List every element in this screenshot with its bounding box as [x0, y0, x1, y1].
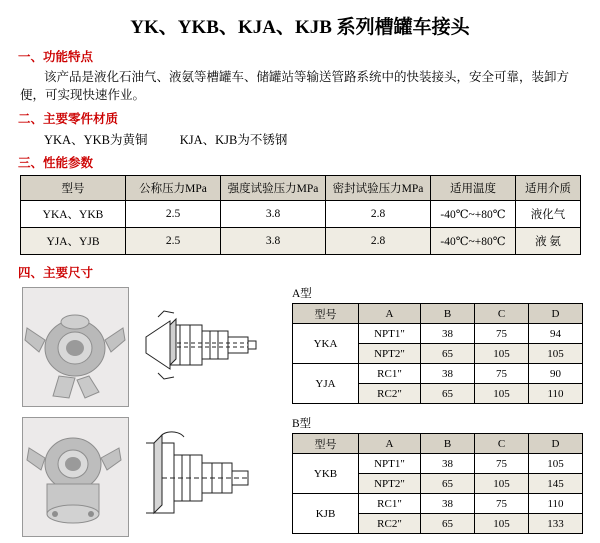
cell-a: NPT2" — [359, 344, 421, 364]
col-header-a: A — [359, 434, 421, 454]
cell-c: 75 — [475, 324, 529, 344]
table-row — [293, 494, 583, 514]
cell-b: 38 — [421, 364, 475, 384]
cell-c: 105 — [475, 474, 529, 494]
cell-nominal-pressure: 2.5 — [126, 228, 221, 255]
table-row — [21, 228, 581, 255]
cell-d: 133 — [529, 514, 583, 534]
cell-c: 75 — [475, 454, 529, 474]
col-header-model: 型号 — [21, 176, 126, 201]
cell-b: 38 — [421, 494, 475, 514]
cell-strength-test: 3.8 — [221, 201, 326, 228]
document-page — [0, 12, 600, 528]
table-row — [293, 454, 583, 474]
section-heading-features: 一、功能特点 — [18, 50, 94, 64]
cell-c: 105 — [475, 344, 529, 364]
cell-d: 145 — [529, 474, 583, 494]
col-header-d: D — [529, 434, 583, 454]
cell-a: RC1" — [359, 494, 421, 514]
table-header-row — [21, 176, 581, 201]
cell-b: 38 — [421, 324, 475, 344]
col-header-b: B — [421, 434, 475, 454]
section-heading-performance: 三、性能参数 — [18, 156, 94, 171]
col-header-d: D — [529, 304, 583, 324]
cell-a: NPT1" — [359, 454, 421, 474]
cell-seal-test: 2.8 — [326, 201, 431, 228]
cell-strength-test: 3.8 — [221, 228, 326, 255]
table-row — [293, 324, 583, 344]
cell-temperature: -40℃~+80℃ — [431, 201, 516, 228]
cell-model: YJA — [293, 364, 359, 404]
cell-a: RC2" — [359, 384, 421, 404]
cell-d: 90 — [529, 364, 583, 384]
table-header-row — [293, 304, 583, 324]
cell-b: 38 — [421, 454, 475, 474]
cell-seal-test: 2.8 — [326, 228, 431, 255]
cell-medium: 液 氨 — [516, 228, 581, 255]
product-drawing-a — [140, 291, 260, 409]
dimension-table-a-wrapper — [292, 285, 582, 404]
coupling-drawing-b-graphic — [140, 421, 260, 533]
material-steel: KJA、KJB为不锈钢 — [179, 133, 288, 148]
cell-d: 105 — [529, 344, 583, 364]
cell-model: YKA、YKB — [21, 201, 126, 228]
coupling-drawing-a-graphic — [140, 291, 260, 403]
dimension-table-b — [292, 433, 583, 534]
cell-d: 105 — [529, 454, 583, 474]
cell-d: 110 — [529, 494, 583, 514]
cell-model: YKB — [293, 454, 359, 494]
product-photo-a — [22, 287, 129, 407]
material-brass: YKA、YKB为黄铜 — [44, 133, 148, 148]
cell-b: 65 — [421, 514, 475, 534]
coupling-photo-a-graphic — [23, 288, 128, 406]
col-header-c: C — [475, 434, 529, 454]
col-header-model: 型号 — [293, 304, 359, 324]
table-header-row — [293, 434, 583, 454]
col-header-a: A — [359, 304, 421, 324]
dimensions-area — [0, 287, 600, 543]
cell-medium: 液化气 — [516, 201, 581, 228]
cell-model: KJB — [293, 494, 359, 534]
section-heading-dimensions: 四、主要尺寸 — [18, 266, 94, 281]
cell-a: RC2" — [359, 514, 421, 534]
dimension-block-a — [0, 287, 600, 413]
type-label-b: B型 — [292, 418, 312, 431]
cell-model: YJA、YJB — [21, 228, 126, 255]
cell-b: 65 — [421, 344, 475, 364]
cell-c: 75 — [475, 364, 529, 384]
cell-model: YKA — [293, 324, 359, 364]
performance-table — [20, 175, 581, 255]
cell-b: 65 — [421, 474, 475, 494]
table-row — [21, 201, 581, 228]
product-drawing-b — [140, 421, 260, 539]
type-label-a: A型 — [292, 288, 312, 301]
cell-d: 94 — [529, 324, 583, 344]
col-header-model: 型号 — [293, 434, 359, 454]
section-heading-material: 二、主要零件材质 — [18, 112, 119, 127]
cell-c: 105 — [475, 514, 529, 534]
cell-a: NPT2" — [359, 474, 421, 494]
cell-a: NPT1" — [359, 324, 421, 344]
table-row — [293, 364, 583, 384]
col-header-b: B — [421, 304, 475, 324]
features-paragraph: 该产品是液化石油气、液氨等槽罐车、储罐站等输送管路系统中的快装接头，安全可靠，装卸方便，可实现快速作业。 — [20, 70, 570, 103]
col-header-strength-test: 强度试验压力MPa — [221, 176, 326, 201]
dimension-table-b-wrapper — [292, 415, 582, 534]
cell-temperature: -40℃~+80℃ — [431, 228, 516, 255]
dimension-block-b — [0, 417, 600, 543]
cell-nominal-pressure: 2.5 — [126, 201, 221, 228]
col-header-nominal-pressure: 公称压力MPa — [126, 176, 221, 201]
dimension-table-a — [292, 303, 583, 404]
col-header-temperature: 适用温度 — [431, 176, 516, 201]
col-header-seal-test: 密封试验压力MPa — [326, 176, 431, 201]
cell-d: 110 — [529, 384, 583, 404]
cell-a: RC1" — [359, 364, 421, 384]
cell-c: 75 — [475, 494, 529, 514]
page-title: YK、YKB、KJA、KJB 系列槽罐车接头 — [130, 17, 470, 38]
product-photo-b — [22, 417, 129, 537]
cell-c: 105 — [475, 384, 529, 404]
material-line — [20, 130, 580, 148]
coupling-photo-b-graphic — [23, 418, 128, 536]
col-header-medium: 适用介质 — [516, 176, 581, 201]
cell-b: 65 — [421, 384, 475, 404]
col-header-c: C — [475, 304, 529, 324]
